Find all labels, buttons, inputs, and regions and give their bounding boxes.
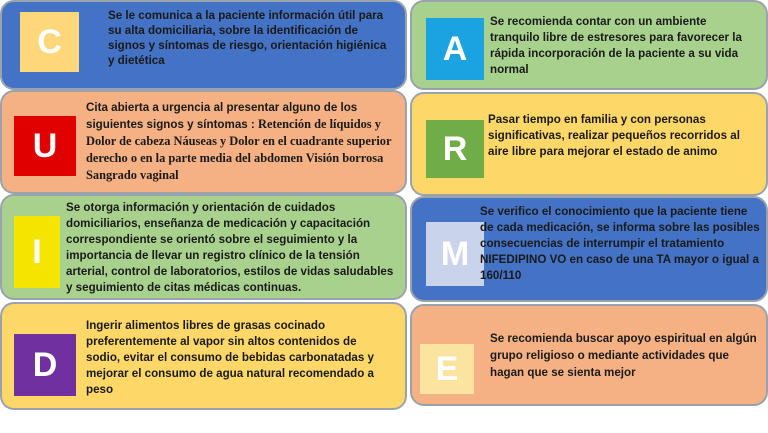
card-i-text: Se otorga información y orientación de cuidados domiciliarios, enseñanza de medicación y capacitación correspondiente se orientó sobre el seguimiento y la importancia de llevar un registro clínico de la tensión arterial, control de laboratorios, estilos de vidas saludables y seguimiento de citas médicas continuas.: [66, 201, 394, 294]
letter-d: D: [32, 345, 58, 384]
card-u-text-symptoms: Retención de líquidos y Dolor de cabeza Náuseas y Dolor en el cuadrante superior derecho o en la parte media del abdomen Visión borrosa Sangrado vaginal: [86, 117, 392, 182]
letter-tile-d: [14, 334, 76, 396]
letter-c: C: [37, 22, 62, 61]
card-m: [410, 196, 768, 302]
letter-e: E: [435, 349, 459, 388]
card-a-text: Se recomienda contar con un ambiente tranquilo libre de estresores para favorecer la rápida incorporación de la paciente a su vida normal: [490, 15, 742, 76]
letter-tile-u: [14, 116, 76, 176]
letter-tile-a: [426, 18, 484, 80]
card-c-text: Se le comunica a la paciente información útil para su alta domiciliaria, sobre la identificación de signos y síntomas de riesgo, orientación higiénica y dietética: [108, 9, 387, 67]
letter-r: R: [442, 129, 468, 168]
letter-m: M: [440, 234, 470, 273]
card-d-text: Ingerir alimentos libres de grasas cocinado preferentemente al vapor sin altos contenidos de sodio, evitar el consumo de bebidas carbonatadas y mejorar el consumo de agua natural recomendado a peso: [86, 319, 374, 396]
letter-i: I: [32, 232, 42, 271]
letter-u: U: [32, 126, 58, 165]
card-u-text: [86, 100, 408, 184]
letter-a: A: [442, 29, 468, 68]
card-a: [410, 0, 768, 90]
card-u-text-intro: Cita abierta a urgencia al presentar alguno de los siguientes signos y síntomas :: [86, 101, 358, 131]
card-d: [0, 302, 407, 410]
letter-tile-r: [426, 120, 484, 178]
card-c: [0, 0, 407, 90]
card-i: [0, 194, 407, 300]
card-r-text: Pasar tiempo en familia y con personas significativas, realizar pequeños recorridos al aire libre para mejorar el estado de animo: [488, 113, 740, 158]
letter-tile-m: [426, 222, 484, 286]
card-r: [410, 92, 768, 196]
card-e-text: Se recomienda buscar apoyo espiritual en algún grupo religioso o mediante actividades que hagan que se sienta mejor: [490, 332, 757, 379]
card-m-text: [480, 204, 762, 284]
card-m-text-main: Se verifico el conocimiento que la paciente tiene de cada medicación, se informa sobre las posibles consecuencias de interrumpir el tratamiento: [480, 205, 760, 250]
card-m-text-drug: NIFEDIPINO VO en caso de una TA mayor o igual a 160/110: [480, 253, 759, 282]
card-e: [410, 304, 768, 406]
card-u: [0, 90, 407, 194]
letter-tile-i: [14, 216, 60, 288]
letter-tile-c: [20, 12, 79, 72]
letter-tile-e: [420, 344, 474, 394]
